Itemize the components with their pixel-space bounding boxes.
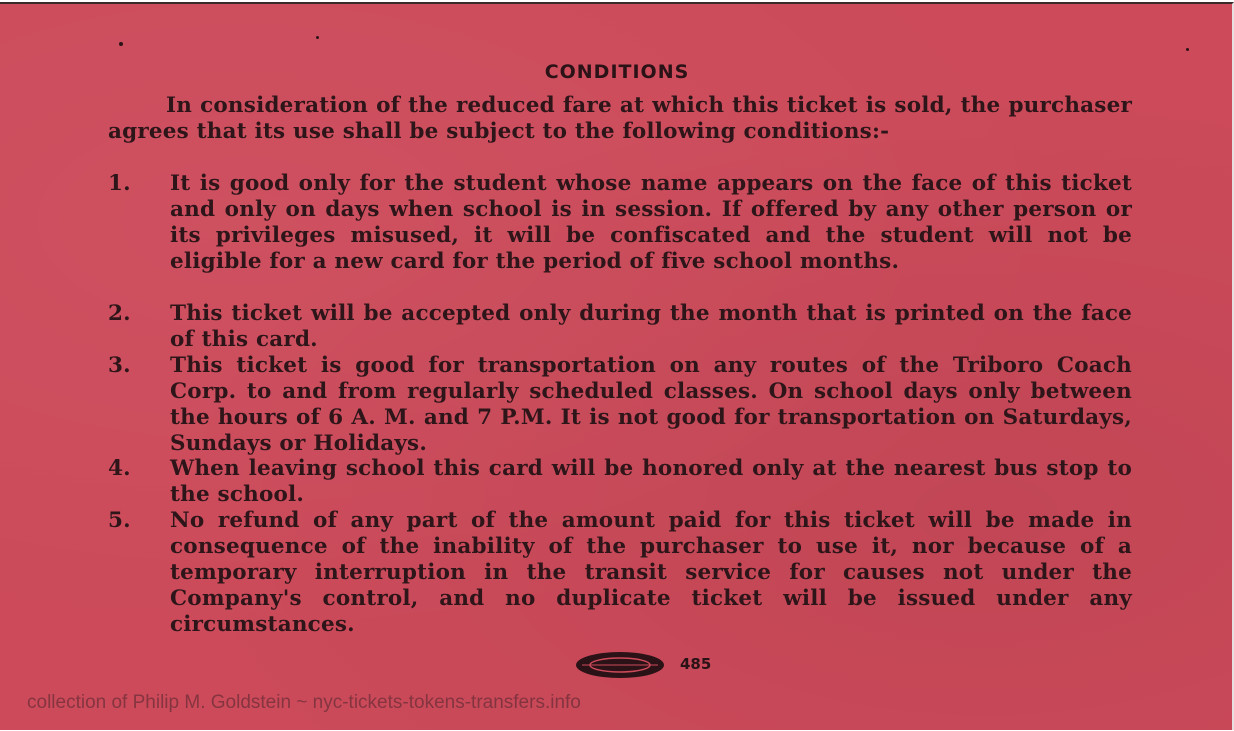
clause-number: 3. <box>108 353 131 378</box>
clause-3 <box>108 353 1132 457</box>
collection-credit: collection of Philip M. Goldstein ~ nyc-tickets-tokens-transfers.info <box>27 692 581 713</box>
clause-5 <box>108 508 1132 638</box>
ink-speck <box>316 36 319 39</box>
intro-paragraph: In consideration of the reduced fare at which this ticket is sold, the purchaser agrees that its use shall be subject to the following conditions:- <box>108 93 1132 144</box>
clause-text: This ticket is good for transportation on any routes of the Triboro Coach Corp. to and from regularly scheduled classes. On school days only between the hours of 6 A. M. and 7 P.M. It is not good for transportation on Saturdays, Sundays or Holidays. <box>170 353 1132 456</box>
clause-1 <box>108 171 1132 275</box>
clause-2 <box>108 301 1132 353</box>
clause-text: When leaving school this card will be honored only at the nearest bus stop to the school. <box>170 456 1132 507</box>
clause-text: This ticket will be accepted only during the month that is printed on the face of this card. <box>170 301 1132 352</box>
clause-text: No refund of any part of the amount paid for this ticket will be made in consequence of the inability of the purchaser to use it, nor because of a temporary interruption in the transit service for causes not under the Company's control, and no duplicate ticket will be issued under any circumstances. <box>170 508 1132 637</box>
clause-number: 1. <box>108 171 131 196</box>
ink-speck <box>119 42 123 46</box>
clause-number: 5. <box>108 508 131 533</box>
conditions-title <box>0 61 1234 83</box>
printer-code: 485 <box>680 655 712 673</box>
printer-logo-icon <box>574 650 674 680</box>
clause-number: 4. <box>108 456 131 481</box>
clause-number: 2. <box>108 301 131 326</box>
conditions-title-text: CONDITIONS <box>544 61 690 83</box>
ink-speck <box>1186 48 1189 51</box>
clause-text: It is good only for the student whose name appears on the face of this ticket and only on days when school is in session. If offered by any other person or its privileges misused, it will be confiscated and the student will not be eligible for a new card for the period of five school months. <box>170 171 1132 274</box>
clause-4 <box>108 456 1132 508</box>
